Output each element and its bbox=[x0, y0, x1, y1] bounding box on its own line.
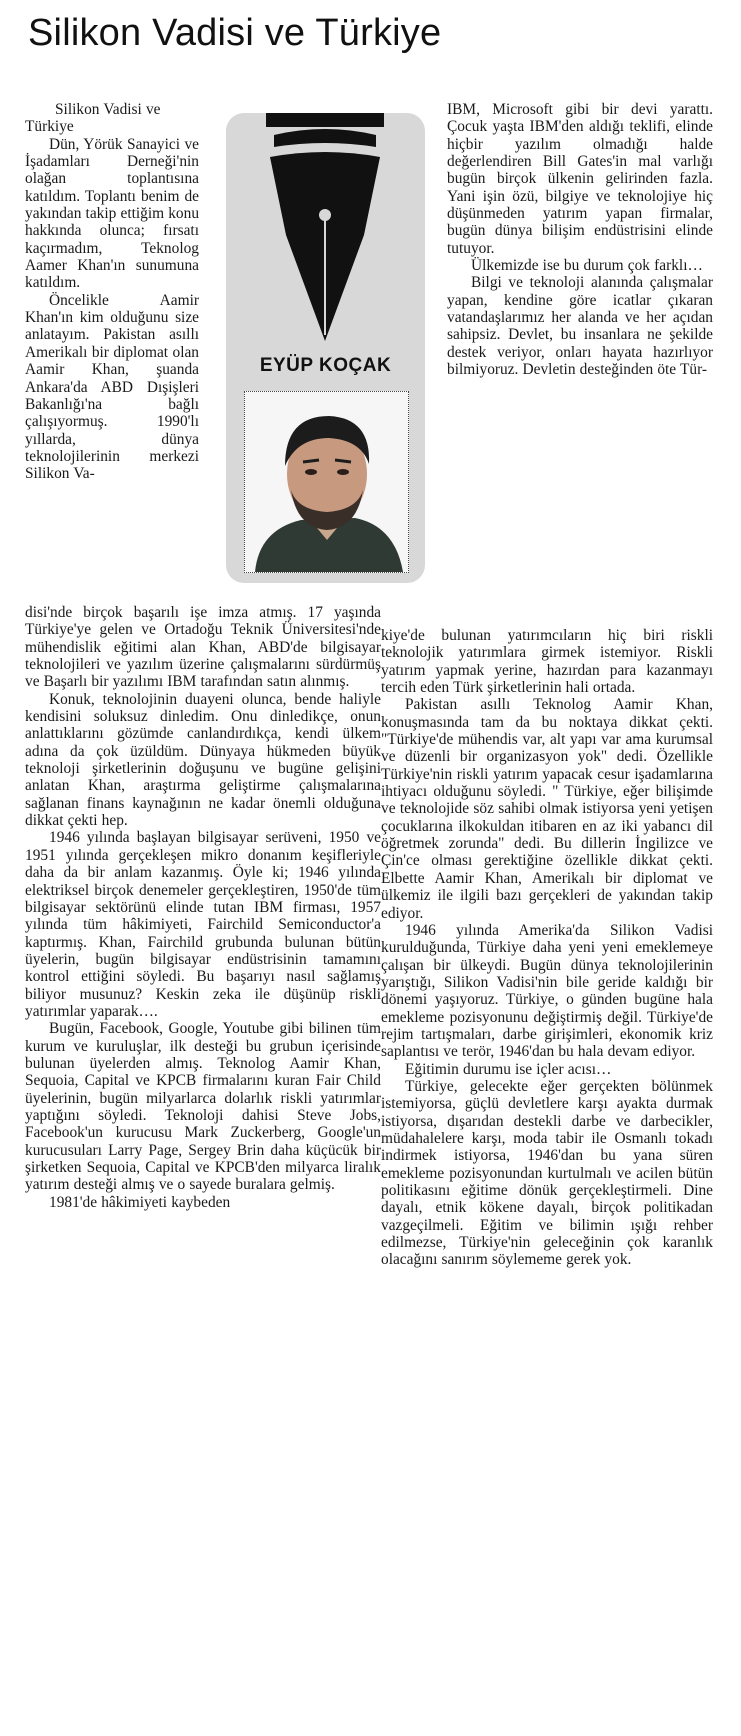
paragraph: Konuk, teknolojinin duayeni olunca, bende haliyle kendisini soluksuz dinledim. Onu dinledikçe, onun anlattıklarını gözümde canlandırdıkça, kendi ülkem adına da çok üzüldüm. Dünyaya hükmeden büyük teknoloji şirketlerinin doğuşunu ve bugüne gelişini anlatan Khan, araştırma geliştirme çalışmalarına sağlanan finans kaynağının ne kadar önemli olduğuna dikkat çekti hep. bbox=[25, 690, 381, 830]
column-left-top bbox=[25, 101, 199, 483]
author-photo bbox=[244, 391, 409, 573]
column-right-top bbox=[447, 101, 713, 379]
paragraph: 1946 yılında Amerika'da Silikon Vadisi kurulduğunda, Türkiye daha yeni yeni emeklemeye çalışan bir ülkeydi. Bugün dünya teknolojilerinin yarıştığı, Silikon Vadisi'nin bile geride kaldığı bir dönemi yaşıyoruz. Türkiye, o günden bugüne hala emekleme pozisyonunu değiştirmiş değil. Türkiye'de rejim tartışmaları, darbe girişimleri, ekonomik kriz saplantısı ve terör, 1946'dan bu hala devam ediyor. bbox=[381, 921, 713, 1061]
fountain-pen-nib-icon bbox=[260, 113, 390, 343]
paragraph: IBM, Microsoft gibi bir devi yarattı. Çocuk yaşta IBM'den aldığı teklifi, elinde hiçbir yazılım olmadığı halde değerlendiren Bill Gates'in mal varlığı bugün birçok ülkenin gelirinden fazla. Yani işin özü, bilgiye ve teknolojiye hiç düşünmeden yatırım yapan firmalar, bugün dünya bilişim endüstrisini elinde tutuyor. bbox=[447, 101, 713, 257]
paragraph: disi'nde birçok başarılı işe imza atmış. 17 yaşında Türkiye'ye gelen ve Ortadoğu Teknik Üniversitesi'nde mühendislik eğitimi alan Khan, ABD'de bilgisayar teknolojileri ve yazılım üzerine çalışmalarını sürdürmüş ve Başarlı bir yazılımı IBM tarafından satın alınmış. bbox=[25, 604, 381, 691]
article-headline: Silikon Vadisi ve Türkiye bbox=[28, 12, 442, 54]
paragraph: Eğitimin durumu ise içler acısı… bbox=[405, 1060, 612, 1078]
paragraph: Türkiye, gelecekte eğer gerçekten bölünmek istemiyorsa, güçlü devletlere karşı ayakta durmak istiyorsa, dışarıdan destekli darbe ve darbecikler, müdahalelere karşı, moda tabir ile Osmanlı tokadı indirmek istiyorsa, 1946'dan bu yana süren emekleme pozisyonundan kurtulmalı ve acilen bütün politikasını eğitime dönük gerçekleştirmeli. Dine dayalı, etnik kökene dayalı, birçok politikadan vazgeçilmeli. Eğitim ve bilimin ışığı rehber edilmezse, Türkiye'nin geleceğinin çok karanlık olacağını sanırım söylememe gerek yok. bbox=[381, 1077, 713, 1269]
author-name: EYÜP KOÇAK bbox=[259, 355, 392, 376]
paragraph: Ülkemizde ise bu durum çok farklı… bbox=[471, 257, 703, 275]
column-right-bottom bbox=[381, 627, 713, 1269]
paragraph: kiye'de bulunan yatırımcıların hiç biri riskli teknolojik yatırımlara girmek istemiyor. Riskli yatırım yapmak yerine, hazırdan para kazanmayı tercih eden Türk şirketlerinin hali ortada. bbox=[381, 627, 713, 697]
column-left-bottom bbox=[25, 604, 381, 1211]
paragraph: Silikon Vadisi ve Türkiye bbox=[25, 101, 161, 136]
paragraph: 1981'de hâkimiyeti kaybeden bbox=[49, 1193, 231, 1211]
paragraph: Dün, Yörük Sanayici ve İşadamları Derneği'nin olağan toplantısına katıldım. Toplantı benim de yakından takip ettiğim konu hakkında olunca; fırsatı kaçırmadım, Teknolog Aamer Khan'ın sunumuna katıldım. bbox=[25, 135, 200, 292]
paragraph: 1946 yılında başlayan bilgisayar serüveni, 1950 ve 1951 yılında gerçekleşen mikro donanım keşifleriyle daha da bir anlam kazanmış. Öyle ki; 1946 yılında elektriksel birçok denemeler gerçekleştiren, 1950'de tüm bilgisayar sektörünü elinde tutan IBM firması, 1957 yılında tüm hâkimiyeti, Fairchild Semiconductor'a kaptırmış. Khan, Fairchild grubunda bulunan bütün üyelerin, bugün bilgisayar endüstrisinin tamamını kontrol ettiğini söyledi. Bu başarıyı nasıl sağlamış biliyor musunuz? Keskin zeka ile düşünüp riskli yatırımlar yaparak…. bbox=[25, 829, 381, 1020]
paragraph: Bilgi ve teknoloji alanında çalışmalar yapan, kendine göre icatlar çıkaran vatandaşlarımız her alanda ve her açıdan sahipsiz. Devlet, bu insanlara ne şekilde destek veriyor, onları hayata hazırlıyor bilmiyoruz. Devletin desteğinden öte Tür- bbox=[447, 274, 713, 379]
paragraph: Bugün, Facebook, Google, Youtube gibi bilinen tüm kurum ve kuruluşlar, ilk desteği bu grubun içerisinde bulunan üyelerden almış. Teknolog Aamir Khan, Sequoia, Capital ve KPCB firmalarını kuran Fair Child üyelerinin, bugün milyarlarca dolarlık riskli yatırımlar yaptığını söyledi. Teknoloji dahisi Steve Jobs, Facebook'un kurucusu Mark Zuckerberg, Google'un kurucusuları Larry Page, Sergey Brin daha küçücük bir şirketken Sequoia, Capital ve KPCB'den milyarca liralık yatırım desteği almış ve o sayede buralara gelmiş. bbox=[25, 1020, 381, 1194]
paragraph: Pakistan asıllı Teknolog Aamir Khan, konuşmasında tam da bu noktaya dikkat çekti. "Türkiye'de mühendis var, alt yapı var ama kurumsal ve düzenli bir organizasyon yok" dedi. Özellikle Türkiye'nin riskli yatırım yapacak cesur işadamlarına ihtiyacı olduğunu söyledi. " Türkiye, eğer bilişimde ve teknolojide söz sahibi olmak istiyorsa yeni yetişen çocuklarına ilkokuldan itibaren en az iki yabancı dil öğretmek zorunda" dedi. Bu dillerin İngilizce ve Çin'ce olması gerektiğine özellikle dikkat çekti. Elbette Aamir Khan, Amerikalı bir diplomat ve ülkemiz ile ilgili bazı gerçekleri de yakından takip ediyor. bbox=[381, 696, 713, 922]
author-box bbox=[226, 113, 425, 583]
paragraph: Öncelikle Aamir Khan'ın kim olduğunu size anlatayım. Pakistan asıllı Amerikalı bir diplomat olan Aamir Khan, şuanda Ankara'da ABD Dışişleri Bakanlığı'na bağlı çalışıyormuş. 1990'lı yıllarda, dünya teknolojilerinin merkezi Silikon Va- bbox=[25, 291, 199, 483]
